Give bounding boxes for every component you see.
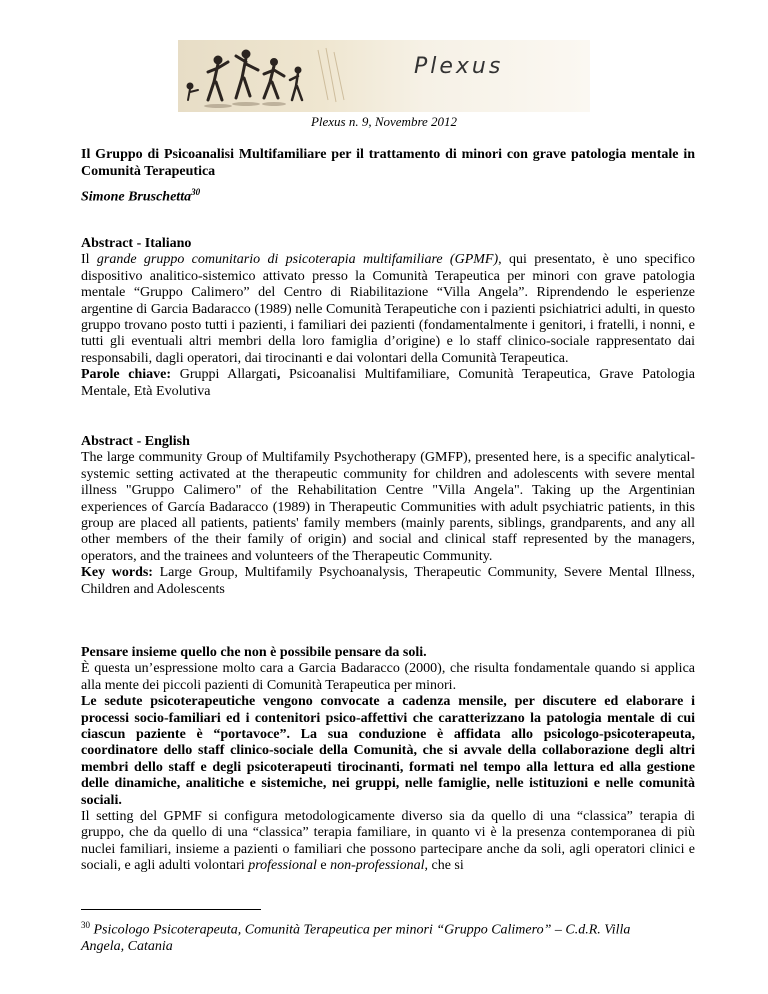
issue-line: Plexus n. 9, Novembre 2012 <box>310 114 458 129</box>
abstract-en-heading: Abstract - English <box>81 434 190 449</box>
keywords-label-it: Parole chiave: <box>81 367 172 383</box>
abstract-it-body <box>81 252 695 367</box>
footnote <box>81 917 661 955</box>
keywords-it-b: Psicoanalisi Multifamiliare, Comunità Terapeutica, Grave Patologia Mentale, Età Evolutiva <box>81 367 695 399</box>
keywords-label-en: Key words: <box>81 565 153 581</box>
abstract-en-body: The large community Group of Multifamily Psychotherapy (GMFP), presented here, is a specific analytical-systemic setting activated at the therapeutic community for children and adolescents with severe mental illness "Gruppo Calimero" of the Rehabilitation Centre "Villa Angela". Taking up the Argentinian experiences of García Badaracco (1989) in Therapeutic Communities with adult psychiatric patients, in this group are placed all patients, patients' family members (mainly parents, siblings, grandparents, and any all other members of the their family of origin) and social and clinical staff represented by the managers, operators, and the trainees and volunteers of the Therapeutic Community. <box>81 450 695 564</box>
author-name <box>81 187 200 206</box>
abstract-it-keywords <box>81 367 695 400</box>
article-title: Il Gruppo di Psicoanalisi Multifamiliare per il trattamento di minori con grave patologia mentale in Comunità Terapeutica <box>81 147 695 179</box>
main-body <box>81 645 695 875</box>
header-banner <box>178 40 590 112</box>
lead-sentence: Pensare insieme quello che non è possibile pensare da soli. <box>81 645 427 660</box>
p3-text-b: e <box>316 858 331 874</box>
footnote-divider <box>81 909 261 910</box>
paragraph-2: Le sedute psicoterapeutiche vengono convocate a cadenza mensile, per discutere ed elaborare i processi socio-familiari ed i contenitori psico-affettivi che caratterizzano la patologia mentale di cui ciascun paziente è “portavoce”. La sua conduzione è affidata allo psicologo-psicoterapeuta, coordinatore dello staff clinico-sociale della Comunità, che si avvale della collaborazione degli altri membri dello staff e degli psicoterapeuti tirocinanti, formati nel tempo alla lettura ed alla gestione delle dinamiche, analitiche e sistemiche, nei gruppi, nelle famiglie, nelle istituzioni e nelle comunità sociali. <box>81 694 695 808</box>
p3-text-c: , che si <box>424 858 464 874</box>
paragraph-1: È questa un’espressione molto cara a Garcia Badaracco (2000), che risulta fondamentale quando si applica alla mente dei piccoli pazienti di Comunità Terapeutica per minori. <box>81 661 695 693</box>
silhouette-figures-illustration <box>178 40 378 112</box>
p3-text-a: Il setting del GPMF si configura metodologicamente diverso sia da quello di una “classica” terapia di gruppo, che da quello di una “classica” terapia familiare, in quanto vi è la presenza contemporanea di più nuclei familiari, insieme a pazienti o familiari che possono partecipare anche da soli, agli operatori clinici e sociali, e agli adulti volontari <box>81 809 695 874</box>
p3-italic-nonprofessional: non-professional <box>330 858 425 874</box>
footnote-number: 30 <box>81 920 90 930</box>
abstract-it-text: , qui presentato, è uno specifico dispositivo analitico-sistemico attivato presso la Comunità Terapeutica per minori con grave patologia mentale “Gruppo Calimero” del Centro di Riabilitazione “Villa Angela”. Riprendendo le esperienze argentine di Garcia Badaracco (1989) nelle Comunità Terapeutiche con i pazienti psichiatrici adulti, in questo gruppo trovano posto tutti i pazienti, i familiari dei pazienti (fondamentalmente i genitori, i fratelli, i nonni, e tutti gli eventuali altri membri della loro famiglia d’origine) e lo staff clinico-sociale rappresentato dai responsabili, dagli operatori, dai tirocinanti e dai volontari della Comunità Terapeutica. <box>81 252 695 366</box>
keywords-en: Large Group, Multifamily Psychoanalysis, Therapeutic Community, Severe Mental Illness, Children and Adolescents <box>81 565 695 597</box>
abstract-it-heading: Abstract - Italiano <box>81 236 192 251</box>
author-text: Simone Bruschetta <box>81 189 192 205</box>
abstract-it-term: grande gruppo comunitario di psicoterapia multifamiliare (GPMF) <box>96 252 499 268</box>
keywords-it-a: Gruppi Allargati <box>171 367 277 383</box>
footnote-text: Psicologo Psicoterapeuta, Comunità Terapeutica per minori “Gruppo Calimero” – C.d.R. Villa Angela, Catania <box>81 922 631 954</box>
abstract-english <box>81 434 695 598</box>
p3-italic-professional: professional <box>248 858 317 874</box>
logo-text: Plexus <box>414 54 504 79</box>
abstract-it-intro: Il <box>81 252 97 268</box>
author-footnote-ref: 30 <box>191 187 201 197</box>
paragraph-3 <box>81 809 695 875</box>
abstract-en-keywords <box>81 565 695 598</box>
abstract-italian <box>81 236 695 400</box>
keywords-it-sep: , <box>276 367 281 383</box>
